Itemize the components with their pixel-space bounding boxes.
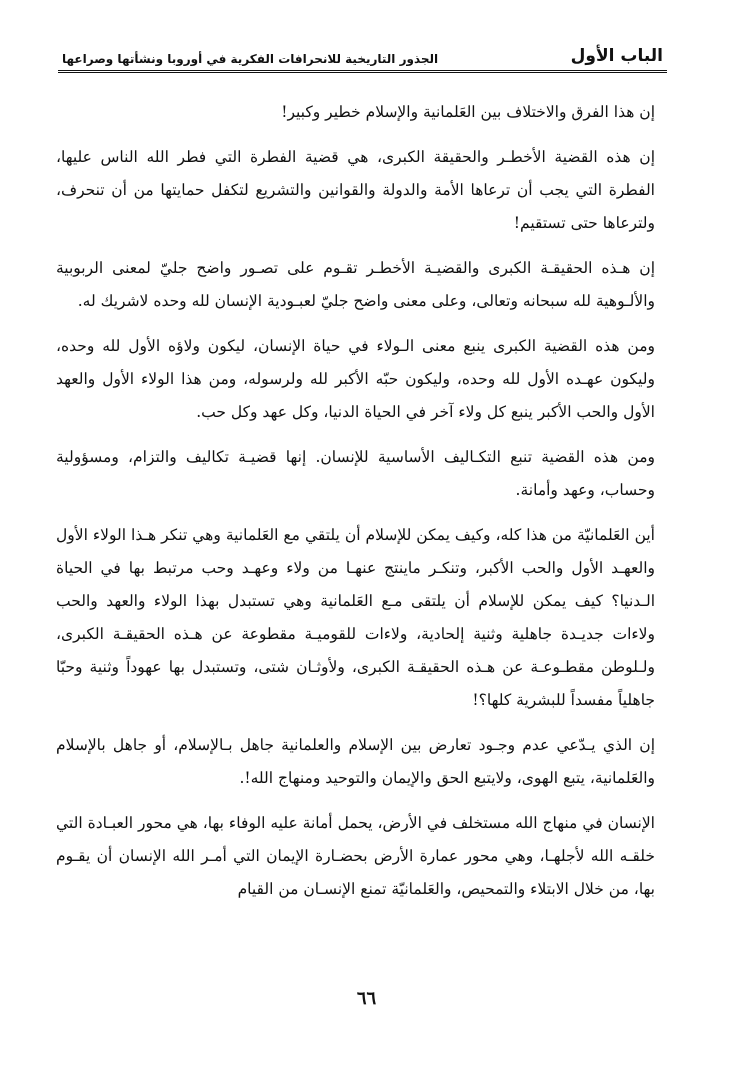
paragraph: إن هـذه الحقيقـة الكبرى والقضيـة الأخطـر تقـوم على تصـور واضح جليّ لمعنى الربوبية والألـوهية لله سبحانه وتعالى، وعلى معنى واضح جليّ لعبـودية الإنسان لله وحده لاشريك له. [56,259,655,310]
paragraph: إن الذي يـدّعي عدم وجـود تعارض بين الإسلام والعلمانية جاهل بـالإسلام، أو جاهل بالإسلام والعَلمانية، يتبع الهوى، ولايتبع الحق والإيمان والتوحيد ومنهاج الله!. [56,736,655,787]
paragraph: ومن هذه القضية الكبرى ينبع معنى الـولاء في حياة الإنسان، ليكون ولاؤه الأول لله وحده، وليكون عهـده الأول لله وحده، وليكون حبّه الأكبر لله ولرسوله، ومن هذا الولاء الأول والعهد الأول والحب الأكبر ينبع كل ولاء آخر في الحياة الدنيا، وكل عهد وكل حب. [56,337,655,421]
paragraph: أين العَلمانيّة من هذا كله، وكيف يمكن للإسلام أن يلتقي مع العَلمانية وهي تنكر هـذا الولاء الأول والعهـد الأول والحب الأكبر، وتنكـر ماينتج عنهـا من ولاء وعهـد وحب مرتبط بها في الحياة الـدنيا؟ كيف يمكن للإسلام أن يلتقى مـع العَلمانية وهي تستبدل بهذا الولاء والعهد والحب ولاءات جديـدة جاهلية وثنية إلحادية، ولاءات للقوميـة مقطوعة عن هـذه الحقيقـة الكبرى، ولـلوطن مقطـوعـة عن هـذه الحقيقـة الكبرى، ولأوثـان شتى، وتستبدل بها عهوداً وثنية وحبّا جاهلياً مفسداً للبشرية كلها؟! [56,526,655,709]
header-divider [58,70,667,73]
page-number: ٦٦ [356,988,377,1009]
body-text [56,96,655,918]
chapter-label: الباب الأول [570,46,663,66]
paragraph: إن هذا الفرق والاختلاف بين العَلمانية والإسلام خطير وكبير! [281,103,655,121]
paragraph: ومن هذه القضية تنبع التكـاليف الأساسية للإنسان. إنها قضيـة تكاليف والتزام، ومسؤولية وحساب، وعهد وأمانة. [56,448,655,499]
running-title: الجذور التاريخية للانحرافات الفكرية في أوروبا ونشأتها وصراعها [62,52,439,66]
page-header [62,36,663,66]
paragraph: إن هذه القضية الأخطـر والحقيقة الكبرى، هي قضية الفطرة التي فطر الله الناس عليها، الفطرة التي يجب أن ترعاها الأمة والدولة والقوانين والتشريع لتكفل حمايتها من أن تنحرف، ولترعاها حتى تستقيم! [56,148,655,232]
paragraph: الإنسان في منهاج الله مستخلف في الأرض، يحمل أمانة عليه الوفاء بها، هي محور العبـادة التي خلقـه الله لأجلهـا، وهي محور عمارة الأرض بحضـارة الإيمان التي أمـر الله الإنسان أن يقـوم بها، من خلال الابتلاء والتمحيص، والعَلمانيّة تمنع الإنسـان من القيام [56,814,655,898]
